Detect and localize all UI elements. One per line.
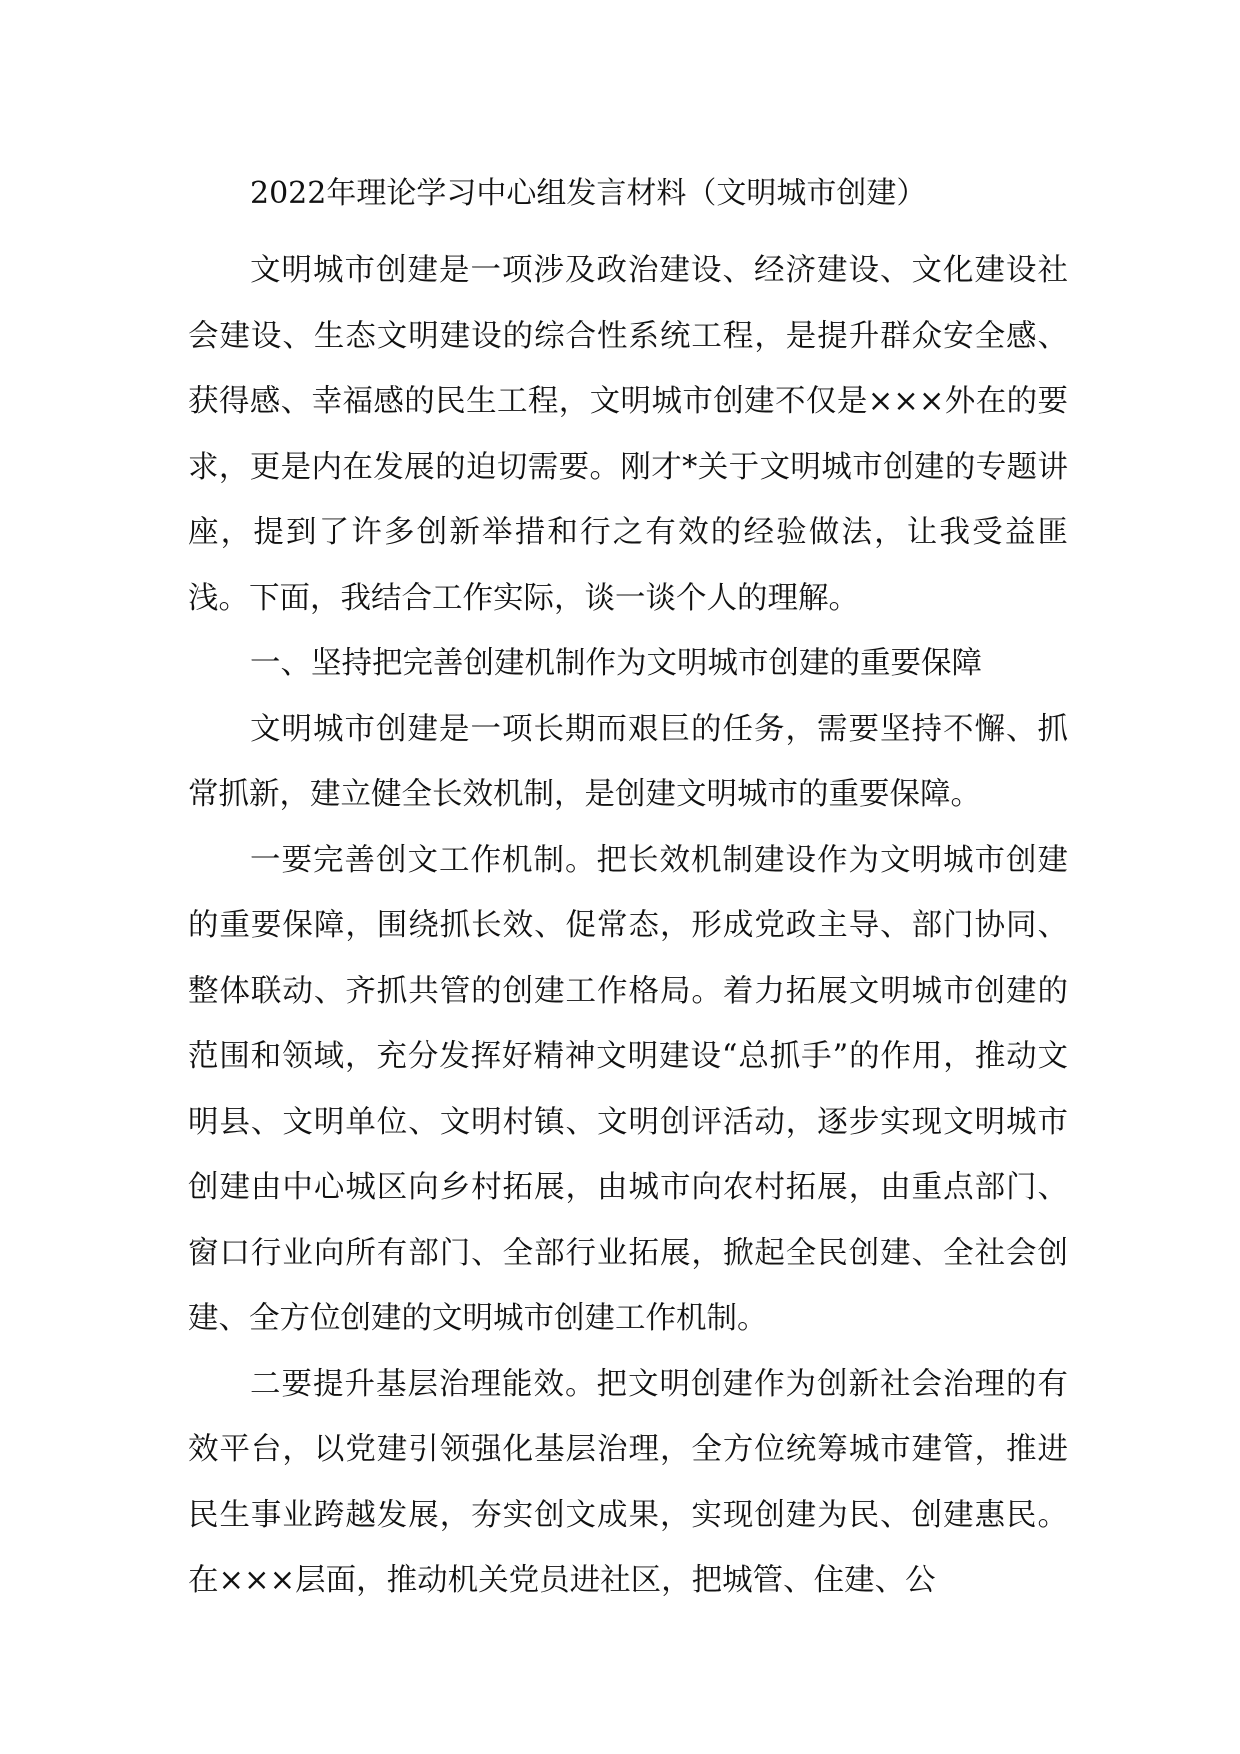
section-1-paragraph: 文明城市创建是一项长期而艰巨的任务，需要坚持不懈、抓常抓新，建立健全长效机制，是创建文明城市的重要保障。 [188, 711, 1068, 812]
section-heading-1: 一、坚持把完善创建机制作为文明城市创建的重要保障 [250, 646, 982, 681]
intro-paragraph: 文明城市创建是一项涉及政治建设、经济建设、文化建设社会建设、生态文明建设的综合性系统工程，是提升群众安全感、获得感、幸福感的民生工程，文明城市创建不仅是×××外在的要求，更是内在发展的迫切需要。刚才*关于文明城市创建的专题讲座，提到了许多创新举措和行之有效的经验做法，让我受益匪浅。下面，我结合工作实际，谈一谈个人的理解。 [188, 253, 1068, 616]
document-title: 2022年理论学习中心组发言材料（文明城市创建） [250, 176, 927, 211]
document-body [188, 238, 1068, 1614]
point-2-paragraph: 二要提升基层治理能效。把文明创建作为创新社会治理的有效平台，以党建引领强化基层治理，全方位统筹城市建管，推进民生事业跨越发展，夯实创文成果，实现创建为民、创建惠民。在×××层面，推动机关党员进社区，把城管、住建、公 [188, 1366, 1068, 1598]
point-1-paragraph: 一要完善创文工作机制。把长效机制建设作为文明城市创建的重要保障，围绕抓长效、促常态，形成党政主导、部门协同、整体联动、齐抓共管的创建工作格局。着力拓展文明城市创建的范围和领域，充分发挥好精神文明建设“总抓手”的作用，推动文明县、文明单位、文明村镇、文明创评活动，逐步实现文明城市创建由中心城区向乡村拓展，由城市向农村拓展，由重点部门、窗口行业向所有部门、全部行业拓展，掀起全民创建、全社会创建、全方位创建的文明城市创建工作机制。 [188, 842, 1068, 1336]
